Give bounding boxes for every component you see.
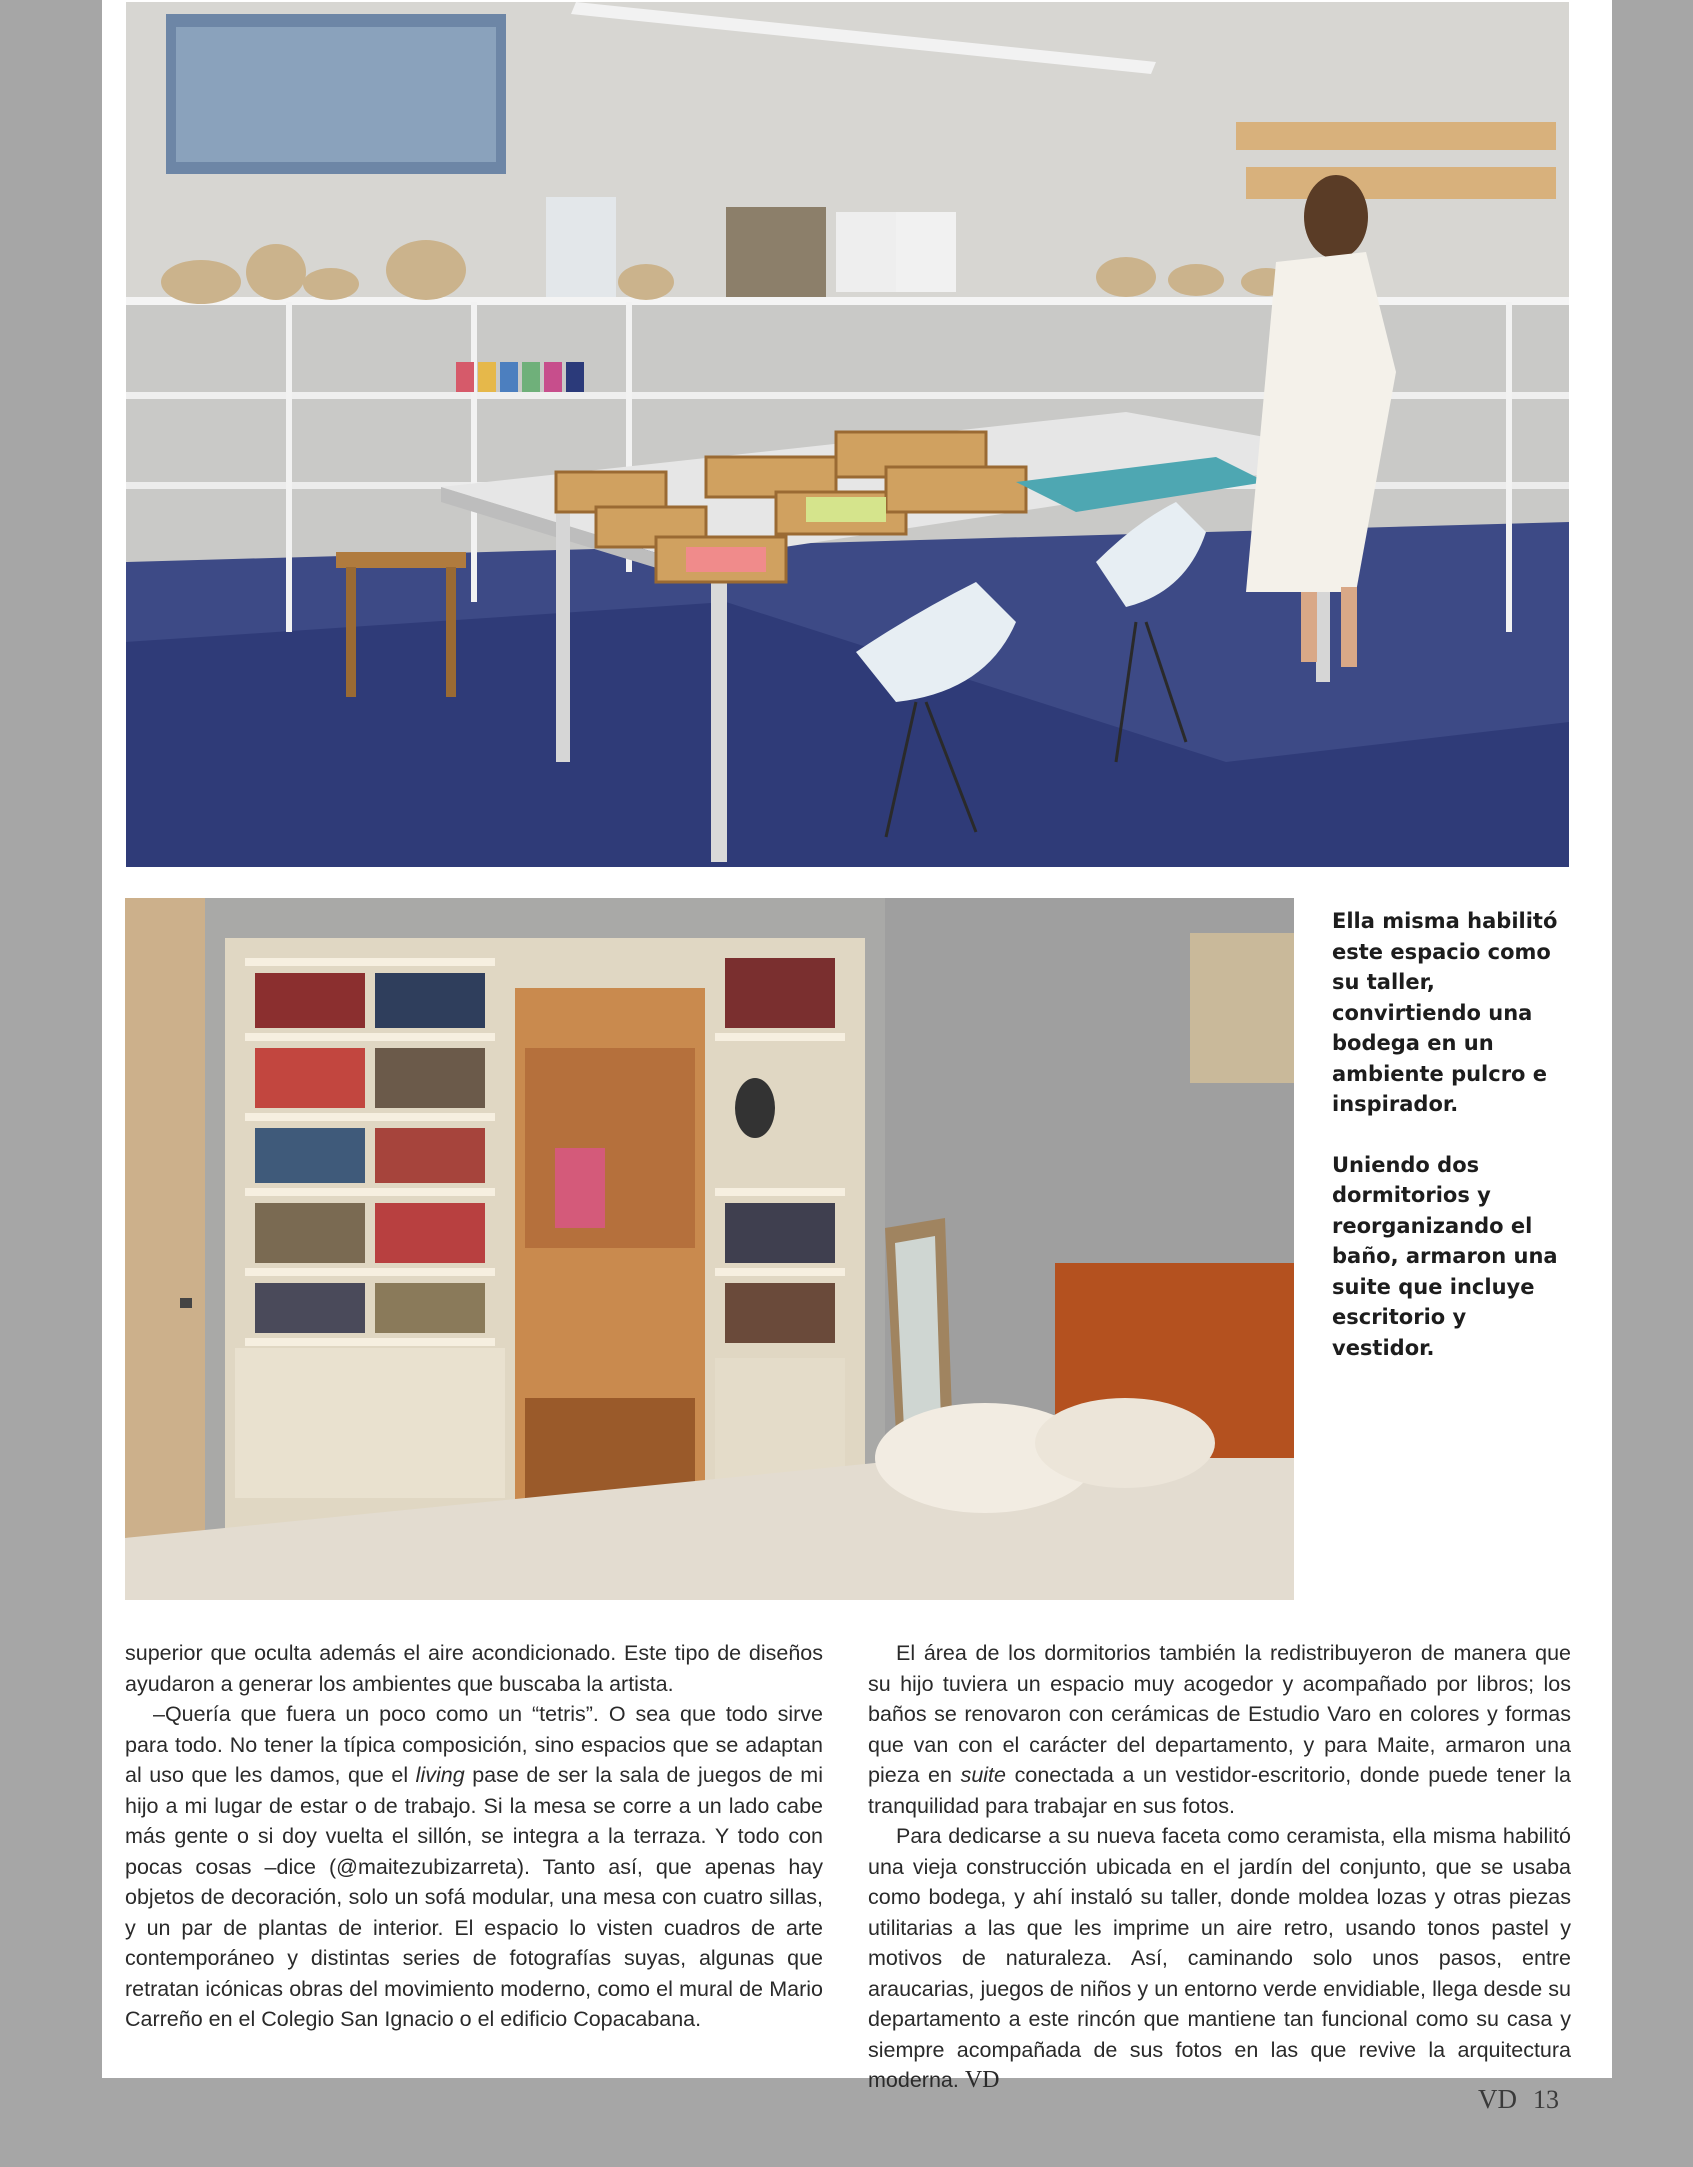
text-run: pase de ser la sala de juegos de mi hijo a mi lugar de estar o de trabajo. Si la mesa se corre a un lado cabe más gente o si doy vuelta el sillón, se integra a la terraza. Y todo con pocas cosas –dice (@maitezubizarreta). Tanto así, que apenas hay objetos de decoración, solo un sofá modular, una mesa con cuatro sillas, y un par de plantas de interior. El espacio lo visten cuadros de arte contemporáneo y distintas series de fotografías suyas, algunas que retratan icónicas obras del movimiento moderno, como el mural de Mario Carreño en el Colegio San Ignacio o el edificio Copacabana.: [125, 1763, 823, 2031]
paragraph-quote: [125, 1699, 823, 2035]
page-number: 13: [1533, 2085, 1559, 2114]
bedroom-photo: [125, 898, 1294, 1600]
workshop-photo: [126, 2, 1569, 867]
text-run: –Quería que fuera un poco como un “tetris”. O sea que todo sirve para todo. No tener la típica composición, sino espacios que se adaptan al uso que les damos, que el: [125, 1702, 823, 1787]
page-folio: [1478, 2084, 1559, 2115]
italic-term: suite: [960, 1763, 1006, 1787]
photo-caption: [1332, 906, 1562, 1393]
paragraph: [868, 1638, 1571, 1821]
italic-term: living: [415, 1763, 465, 1787]
caption-workshop: Ella misma habilitó este espacio como su taller, convirtiendo una bodega en un ambiente pulcro e inspirador.: [1332, 909, 1558, 1116]
article-column-left: [125, 1638, 823, 2035]
caption-suite: Uniendo dos dormitorios y reorganizando el baño, armaron una suite que incluye escritorio y vestidor.: [1332, 1152, 1558, 1360]
paragraph: [868, 1821, 1571, 2096]
magazine-brand: VD: [1478, 2084, 1517, 2114]
article-column-right: [868, 1638, 1571, 2096]
text-run: conectada a un vestidor-escritorio, donde puede tener la tranquilidad para trabajar en sus fotos.: [868, 1763, 1571, 1818]
text-run: Para dedicarse a su nueva faceta como ceramista, ella misma habilitó una vieja construcción ubicada en el jardín del conjunto, que se usaba como bodega, y ahí instaló su taller, donde moldea lozas y otras piezas utilitarias a las que les imprime un aire retro, usando tonos pastel y motivos de naturaleza. Así, caminando solo unos pasos, entre araucarias, juegos de niños y un entorno verde envidiable, llega desde su departamento a este rincón que mantiene tan funcional como su casa y siempre acompañada de sus fotos en las que revive la arquitectura moderna.: [868, 1824, 1571, 2092]
paragraph: superior que oculta además el aire acondicionado. Este tipo de diseños ayudaron a generar los ambientes que buscaba la artista.: [125, 1641, 823, 1696]
end-mark: VD: [964, 2067, 1000, 2093]
text-run: El área de los dormitorios también la redistribuyeron de manera que su hijo tuviera un espacio muy acogedor y acompañado por libros; los baños se renovaron con cerámicas de Estudio Varo en colores y formas que van con el carácter del departamento, y para Maite, armaron una pieza en: [868, 1641, 1571, 1787]
